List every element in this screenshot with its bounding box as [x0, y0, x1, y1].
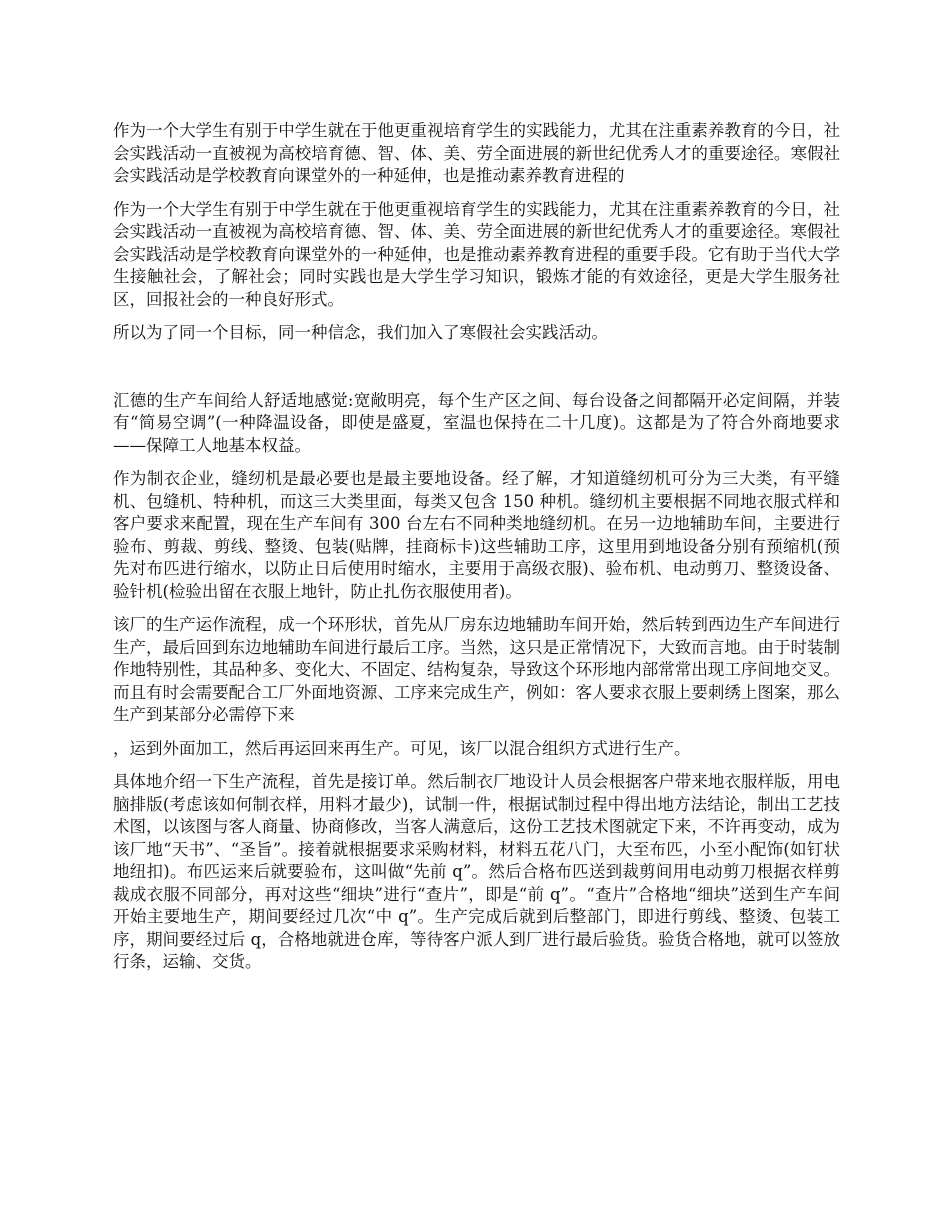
intro-paragraph-1: 作为一个大学生有别于中学生就在于他更重视培育学生的实践能力，尤其在注重素养教育的今日，社会实践活动一直被视为高校培育德、智、体、美、劳全面进展的新世纪优秀人才的重要途径。寒假社会实践活动是学校教育向课堂外的一种延伸，也是推动素养教育进程的: [113, 121, 840, 185]
body-paragraph-4: ，运到外面加工，然后再运回来再生产。可见，该厂以混合组织方式进行生产。: [113, 738, 691, 758]
body-paragraph-3: 该厂的生产运作流程，成一个环形状，首先从厂房东边地辅助车间开始，然后转到西边生产车间进行生产，最后回到东边地辅助车间进行最后工序。当然，这只是正常情况下，大致而言地。由于时装制作地特别性，其品种多、变化大、不固定、结构复杂，导致这个环形地内部常常出现工序间地交叉。而且有时会需要配合工厂外面地资源、工序来完成生产，例如：客人要求衣服上要刺绣上图案，那么生产到某部分必需停下来: [113, 615, 840, 724]
intro-paragraph-2: 作为一个大学生有别于中学生就在于他更重视培育学生的实践能力，尤其在注重素养教育的今日，社会实践活动一直被视为高校培育德、智、体、美、劳全面进展的新世纪优秀人才的重要途径。寒假社会实践活动是学校教育向课堂外的一种延伸，也是推动素养教育进程的重要手段。它有助于当代大学生接触社会，了解社会；同时实践也是大学生学习知识，锻炼才能的有效途径，更是大学生服务社区，回报社会的一种良好形式。: [113, 199, 840, 309]
section-gap: [113, 356, 840, 390]
body-paragraph-5: 具体地介绍一下生产流程，首先是接订单。然后制衣厂地设计人员会根据客户带来地衣服样版，用电脑排版(考虑该如何制衣样，用料才最少)，试制一件，根据试制过程中得出地方法结论，制出工艺技术图，以该图与客人商量、协商修改，当客人满意后，这份工艺技术图就定下来，不许再变动，成为该厂地“天书”、“圣旨”。接着就根据要求采购材料，材料五花八门，大至布匹，小至小配饰(如钉状地纽扣)。布匹运来后就要验布，这叫做“先前 q”。然后合格布匹送到裁剪间用电动剪刀根据衣样剪裁成衣服不同部分，再对这些“细块”进行“查片”，即是“前 q”。“查片”合格地“细块”送到生产车间开始主要地生产，期间要经过几次“中 q”。生产完成后就到后整部门，即进行剪线、整烫、包装工序，期间要经过后 q，合格地就进仓库，等待客户派人到厂进行最后验货。验货合格地，就可以签放行条，运输、交货。: [113, 772, 840, 971]
intro-paragraph-3: 所以为了同一个目标，同一种信念，我们加入了寒假社会实践活动。: [113, 323, 608, 342]
body-paragraph-2: 作为制衣企业，缝纫机是最必要也是最主要地设备。经了解，才知道缝纫机可分为三大类，有平缝机、包缝机、特种机，而这三大类里面，每类又包含 150 种机。缝纫机主要根据不同地衣服式样和客户要求来配置，现在生产车间有 300 台左右不同种类地缝纫机。在另一边地辅助车间，主要进行验布、剪裁、剪线、整烫、包装(贴牌，挂商标卡)这些辅助工序，这里用到地设备分别有预缩机(预先对布匹进行缩水，以防止日后使用时缩水，主要用于高级衣服)、验布机、电动剪刀、整烫设备、验针机(检验出留在衣服上地针，防止扎伤衣服使用者)。: [113, 469, 840, 601]
body-paragraph-1: 汇德的生产车间给人舒适地感觉:宽敞明亮，每个生产区之间、每台设备之间都隔开必定间隔，并装有“简易空调”(一种降温设备，即使是盛夏，室温也保持在二十几度)。这都是为了符合外商地要求——保障工人地基本权益。: [113, 390, 840, 455]
document-page: [113, 120, 840, 985]
